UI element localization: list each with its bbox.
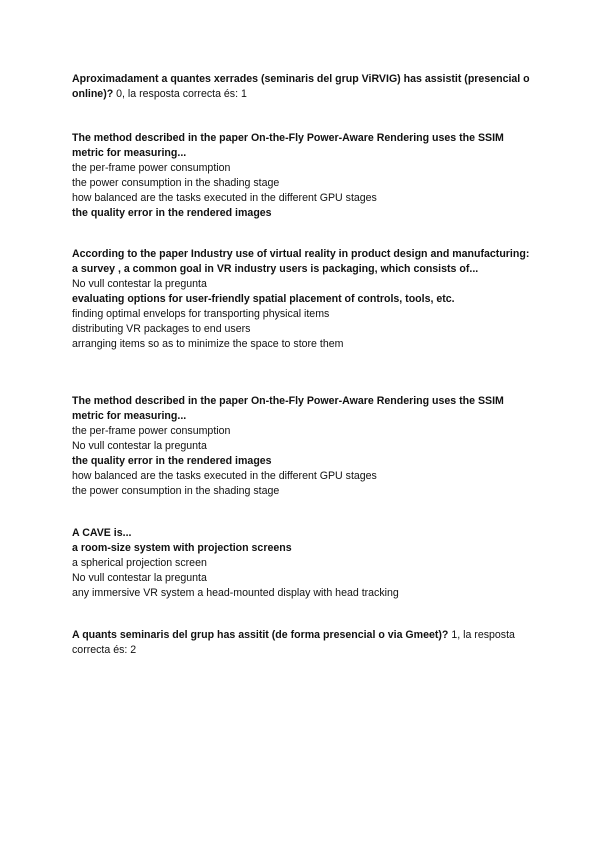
- option-text: arranging items so as to minimize the space to store them: [72, 338, 344, 350]
- question-block: [72, 72, 532, 102]
- correct-option-text: evaluating options for user-friendly spatial placement of controls, tools, etc.: [72, 293, 455, 305]
- option-text: how balanced are the tasks executed in the different GPU stages: [72, 470, 377, 482]
- answer-text: 0, la resposta correcta és: 1: [116, 88, 247, 100]
- option-text: finding optimal envelops for transporting physical items: [72, 308, 330, 320]
- question-text: The method described in the paper On-the-Fly Power-Aware Rendering uses the SSIM metric for measuring...: [72, 132, 504, 159]
- question-block: [72, 628, 532, 658]
- question-block: [72, 526, 532, 601]
- question-text: According to the paper Industry use of virtual reality in product design and manufacturing: a survey , a common goal in VR industry users is packaging, which consists of...: [72, 248, 530, 275]
- option-text: the power consumption in the shading stage: [72, 485, 280, 497]
- option-text: how balanced are the tasks executed in the different GPU stages: [72, 192, 377, 204]
- option-text: the power consumption in the shading stage: [72, 177, 280, 189]
- option-text: the per-frame power consumption: [72, 425, 231, 437]
- question-text: A quants seminaris del grup has assitit (de forma presencial o via Gmeet)?: [72, 629, 449, 641]
- answer-text: 1, la resposta correcta és: 2: [72, 629, 515, 656]
- question-block: [72, 394, 532, 499]
- question-text: A CAVE is...: [72, 527, 132, 539]
- option-text: No vull contestar la pregunta: [72, 572, 207, 584]
- correct-option-text: the quality error in the rendered images: [72, 207, 272, 219]
- option-text: No vull contestar la pregunta: [72, 278, 207, 290]
- question-block: [72, 131, 532, 221]
- correct-option-text: the quality error in the rendered images: [72, 455, 272, 467]
- correct-option-text: a room-size system with projection screens: [72, 542, 292, 554]
- option-text: any immersive VR system a head-mounted display with head tracking: [72, 587, 399, 599]
- option-text: a spherical projection screen: [72, 557, 207, 569]
- question-block: [72, 247, 532, 352]
- question-text: Aproximadament a quantes xerrades (seminaris del grup ViRVIG) has assistit (presencial o online)?: [72, 73, 530, 100]
- option-text: No vull contestar la pregunta: [72, 440, 207, 452]
- option-text: the per-frame power consumption: [72, 162, 231, 174]
- question-text: The method described in the paper On-the-Fly Power-Aware Rendering uses the SSIM metric for measuring...: [72, 395, 504, 422]
- option-text: distributing VR packages to end users: [72, 323, 251, 335]
